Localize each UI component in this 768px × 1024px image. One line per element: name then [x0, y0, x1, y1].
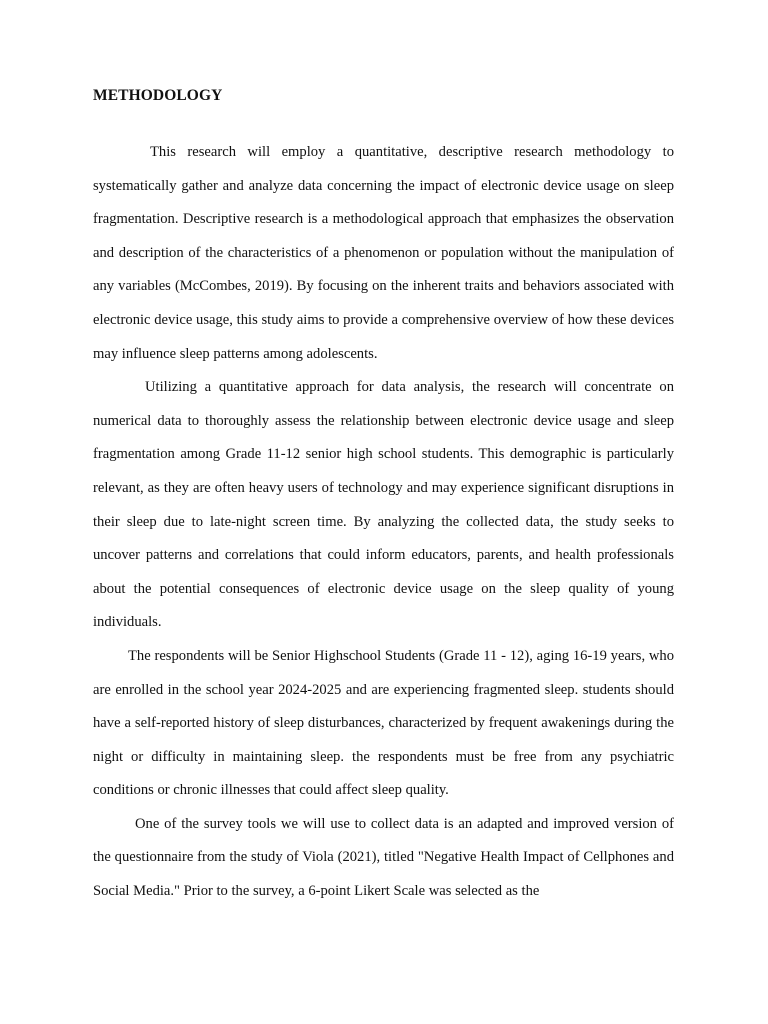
section-heading: METHODOLOGY [93, 87, 223, 104]
paragraph-quantitative-approach: Utilizing a quantitative approach for data analysis, the research will concentrate on numerical data to thoroughly assess the relationship between electronic device usage and sleep fragmentation among Grade 11-12 senior high school students. This demographic is particularly relevant, as they are often heavy users of technology and may experience significant disruptions in their sleep due to late-night screen time. By analyzing the collected data, the study seeks to uncover patterns and correlations that could inform educators, parents, and health professionals about the potential consequences of electronic device usage on the sleep quality of young individuals. [93, 379, 674, 631]
paragraph-survey-tools: One of the survey tools we will use to collect data is an adapted and improved version of the questionnaire from the study of Viola (2021), titled "Negative Health Impact of Cellphones and Social Media." Prior to the survey, a 6-point Likert Scale was selected as the [93, 815, 674, 900]
paragraph-research-design: This research will employ a quantitative, descriptive research methodology to systematically gather and analyze data concerning the impact of electronic device usage on sleep fragmentation. Descriptive research is a methodological approach that emphasizes the observation and description of the characteristics of a phenomenon or population without the manipulation of any variables (McCombes, 2019). By focusing on the inherent traits and behaviors associated with electronic device usage, this study aims to provide a comprehensive overview of how these devices may influence sleep patterns among adolescents. [93, 144, 674, 362]
paragraph-respondents: The respondents will be Senior Highschool Students (Grade 11 - 12), aging 16-19 years, who are enrolled in the school year 2024-2025 and are experiencing fragmented sleep. students should have a self-reported history of sleep disturbances, characterized by frequent awakenings during the night or difficulty in maintaining sleep. the respondents must be free from any psychiatric conditions or chronic illnesses that could affect sleep quality. [93, 647, 674, 799]
